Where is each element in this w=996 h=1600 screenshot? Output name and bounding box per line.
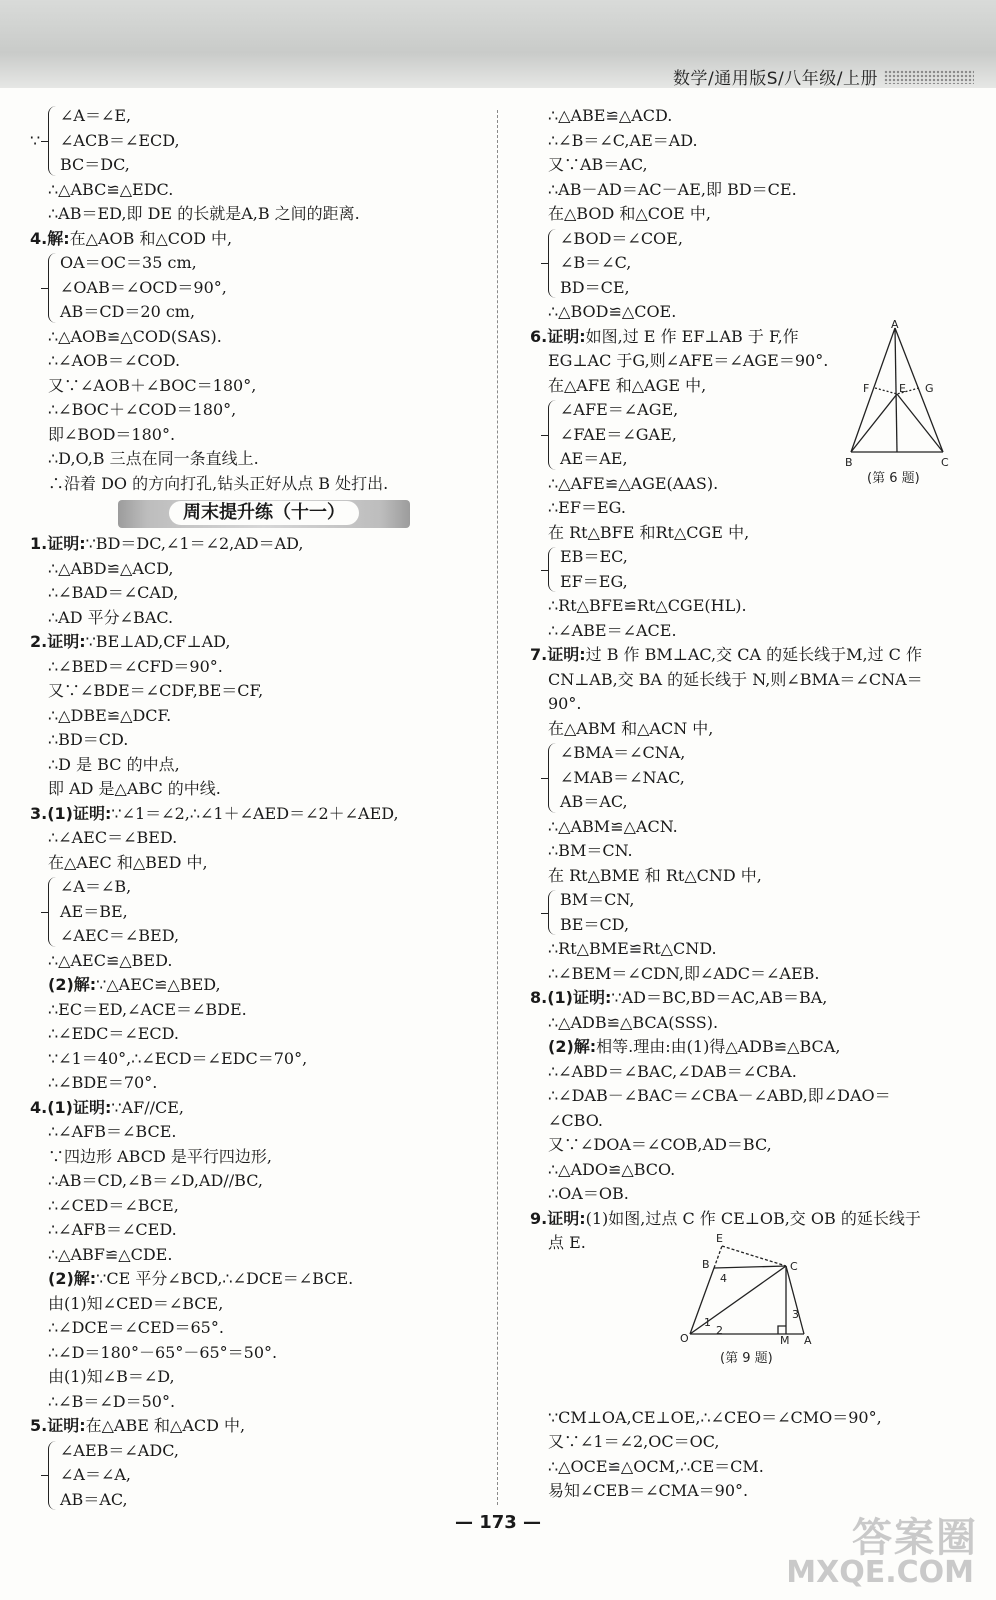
- sub-question: [30, 973, 490, 998]
- brace-condition-group: [30, 104, 490, 178]
- brace-condition: OA＝OC＝35 cm,: [60, 253, 197, 272]
- text-line: ∴△DBE≌△DCF.: [48, 705, 172, 725]
- text-line: ∴△ABF≌△CDE.: [48, 1244, 173, 1264]
- fig9-caption: (第 9 题): [720, 1351, 773, 1366]
- text-line: ∴OA＝OB.: [548, 1184, 629, 1203]
- solution-label: 证明:: [47, 534, 86, 553]
- fig9-label-b: B: [702, 1258, 710, 1271]
- text-line: 在 Rt△BFE 和Rt△CGE 中,: [548, 522, 750, 542]
- brace-condition: ∠AEB＝∠ADC,: [60, 1440, 179, 1460]
- text-line: ∴AD 平分∠BAC.: [48, 607, 174, 627]
- column-divider: [497, 110, 498, 1505]
- text-line: ∴△AFE≌△AGE(AAS).: [548, 473, 719, 493]
- section-title: 周末提升练（十一）: [169, 501, 359, 525]
- problem-heading: [30, 630, 490, 655]
- text-line: ∴△ABM≌△ACN.: [548, 816, 678, 836]
- text-line: EG⊥AC 于G,则∠AFE＝∠AGE＝90°.: [548, 351, 829, 370]
- page-number: — 173 —: [454, 1512, 542, 1533]
- text-line: ∴∠AEC＝∠BED.: [48, 828, 178, 847]
- fig6-segment-ef: [875, 388, 897, 394]
- brace-condition: ∠AEC＝∠BED,: [60, 926, 180, 945]
- fig6-segment-ce: [897, 394, 943, 452]
- problem-heading: [530, 643, 980, 668]
- text-line: ∴△AOB≌△COD(SAS).: [48, 326, 222, 346]
- fig9-label-m: M: [780, 1334, 790, 1347]
- problem-text: 如图,过 E 作 EF⊥AB 于 F,作: [585, 326, 799, 346]
- solution-label: 证明:: [547, 326, 586, 346]
- problem-heading: [30, 227, 490, 252]
- text-line: ∴∠ABE＝∠ACE.: [548, 620, 677, 640]
- text-line: ∴△ADO≌△BCO.: [548, 1159, 676, 1179]
- fig9-label-1: 1: [704, 1316, 711, 1329]
- text-line: ∴∠BEM＝∠CDN,即∠ADC＝∠AEB.: [548, 963, 820, 983]
- text-line: ∴∠BDE＝70°.: [48, 1073, 158, 1092]
- problem-heading: [530, 986, 980, 1011]
- solution-label: (1)证明:: [547, 988, 612, 1007]
- watermark-logo: 答案圈: [852, 1515, 978, 1561]
- text-line: 在△BOD 和△COE 中,: [548, 204, 711, 223]
- brace-condition: AB＝AC,: [60, 1489, 128, 1509]
- solution-label: 解:: [47, 228, 70, 248]
- solution-label: 证明:: [47, 632, 86, 651]
- fig6-label-b: B: [845, 456, 853, 469]
- text-line: ∴AB＝ED,即 DE 的长就是A,B 之间的距离.: [48, 204, 360, 223]
- text-line: ∵四边形 ABCD 是平行四边形,: [48, 1146, 272, 1166]
- fig6-segment-be: [851, 394, 897, 452]
- text-line: ∴BM＝CN.: [548, 841, 633, 860]
- problem-number: 7.: [530, 645, 548, 664]
- text-line: CN⊥AB,交 BA 的延长线于 N,则∠BMA＝∠CNA＝: [548, 669, 923, 689]
- problem-text: ∵BE⊥AD,CF⊥AD,: [85, 632, 231, 651]
- fig6-median: [895, 328, 897, 452]
- problem-text: 在△AOB 和△COD 中,: [69, 228, 233, 248]
- problem-number: 4.: [30, 1097, 48, 1117]
- text-line: ∴∠BED＝∠CFD＝90°.: [48, 656, 223, 676]
- text-line: 在 Rt△BME 和 Rt△CND 中,: [548, 865, 762, 885]
- text-line: ∴BD＝CD.: [48, 730, 129, 749]
- text-line: ∴D,O,B 三点在同一条直线上.: [48, 449, 259, 468]
- curly-brace: [48, 1441, 59, 1511]
- problem-number: 6.: [530, 326, 548, 346]
- text-line: ∴△ABD≌△ACD,: [48, 558, 174, 578]
- fig9-segment-bc: [714, 1266, 786, 1268]
- text-line: 由(1)知∠CED＝∠BCE,: [48, 1293, 224, 1313]
- text-line: ∴∠DCE＝∠CED＝65°.: [48, 1318, 224, 1337]
- fig6-caption: (第 6 题): [867, 471, 920, 486]
- text-line: ∴∠ABD＝∠BAC,∠DAB＝∠CBA.: [548, 1061, 797, 1081]
- problem-heading: [30, 1096, 490, 1121]
- fig6-label-g: G: [925, 382, 934, 395]
- curly-brace: [548, 890, 559, 935]
- text-line: ∴∠B＝∠D＝50°.: [48, 1391, 176, 1411]
- brace-condition-group: [530, 227, 980, 301]
- brace-condition-group: [530, 741, 980, 815]
- solution-label: (2)解:: [48, 975, 97, 994]
- brace-condition: ∠A＝∠B,: [60, 877, 132, 896]
- brace-condition: EF＝EG,: [560, 571, 628, 591]
- text-line: 即∠BOD＝180°.: [48, 424, 176, 444]
- fig9-label-c: C: [790, 1260, 798, 1273]
- fig9-label-2: 2: [716, 1324, 723, 1337]
- brace-condition: AB＝AC,: [560, 792, 628, 811]
- brace-condition-group: [30, 251, 490, 325]
- problem-number: 5.: [30, 1416, 48, 1435]
- text-line: ∴∠B＝∠C,AE＝AD.: [548, 130, 698, 150]
- header-dot-pattern: [884, 70, 974, 84]
- problem-heading: [30, 532, 490, 557]
- fig6-side-ab: [851, 328, 895, 452]
- problem-text: 在△ABE 和△ACD 中,: [85, 1416, 246, 1435]
- brace-condition: EB＝EC,: [560, 547, 628, 566]
- text-line: ∴EC＝ED,∠ACE＝∠BDE.: [48, 999, 247, 1019]
- brace-condition: ∠AFE＝∠AGE,: [560, 400, 679, 419]
- text-line: ∴△OCE≌△OCM,∴CE＝CM.: [548, 1456, 764, 1476]
- curly-brace: [548, 547, 559, 592]
- solution-label: (2)解:: [48, 1269, 97, 1288]
- sub-question-text: ∵△AEC≌△BED,: [96, 975, 221, 994]
- solution-label: 证明:: [547, 645, 586, 664]
- text-line: ∴∠DAB－∠BAC＝∠CBA－∠ABD,即∠DAO＝: [548, 1086, 891, 1105]
- fig9-label-a: A: [804, 1334, 812, 1347]
- fig9-label-e: E: [716, 1232, 723, 1245]
- fig9-right-angle-m: [778, 1326, 786, 1334]
- brace-condition-group: [530, 888, 980, 937]
- problem-text: 过 B 作 BM⊥AC,交 CA 的延长线于M,过 C 作: [585, 645, 922, 664]
- problem-number: 3.: [30, 803, 48, 823]
- solution-label: (1)证明:: [47, 1097, 112, 1117]
- sub-question: [30, 1267, 490, 1292]
- section-title-bar: [118, 500, 410, 528]
- solution-label: 证明:: [47, 1416, 86, 1435]
- fig9-segment-ca: [786, 1266, 804, 1334]
- text-line: ∵CM⊥OA,CE⊥OE,∴∠CEO＝∠CMO＝90°,: [548, 1407, 882, 1427]
- brace-condition: BD＝CE,: [560, 277, 630, 297]
- solution-label: 证明:: [547, 1208, 586, 1228]
- brace-condition: ∠BOD＝∠COE,: [560, 228, 683, 248]
- problem-text: (1)如图,过点 C 作 CE⊥OB,交 OB 的延长线于: [585, 1208, 921, 1228]
- text-line: ∠CBO.: [548, 1110, 603, 1130]
- fig6-label-a: A: [891, 320, 899, 331]
- brace-condition: ∠A＝∠E,: [60, 106, 132, 125]
- brace-condition-group: [30, 1439, 490, 1513]
- brace-condition: ∠BMA＝∠CNA,: [560, 743, 686, 762]
- brace-condition: AE＝BE,: [60, 901, 128, 921]
- fig9-label-o: O: [680, 1332, 689, 1345]
- brace-condition: ∠A＝∠A,: [60, 1465, 132, 1484]
- text-line: 90°.: [548, 694, 582, 713]
- figure-6-diagram: [845, 320, 965, 488]
- curly-brace: [48, 877, 59, 947]
- text-line: 又∵AB＝AC,: [548, 155, 648, 174]
- sub-question: [530, 1035, 980, 1060]
- text-line: ∴∠AFB＝∠CED.: [48, 1220, 177, 1239]
- sub-question-text: 相等.理由:由(1)得△ADB≌△BCA,: [596, 1037, 841, 1056]
- brace-condition: ∠OAB＝∠OCD＝90°,: [60, 277, 227, 297]
- text-line: ∴△AEC≌△BED.: [48, 950, 173, 970]
- text-line: ∴∠AOB＝∠COD.: [48, 351, 181, 370]
- text-line: ∴△ABC≌△EDC.: [48, 179, 174, 199]
- problem-number: 2.: [30, 632, 48, 651]
- brace-condition: BC＝DC,: [60, 155, 130, 174]
- curly-brace: [548, 743, 559, 813]
- left-column: [30, 104, 490, 1512]
- problem-number: 9.: [530, 1208, 548, 1228]
- fig9-segment-ec: [722, 1246, 786, 1266]
- brace-condition: ∠B＝∠C,: [560, 253, 632, 272]
- text-line: 即 AD 是△ABC 的中线.: [48, 779, 221, 798]
- text-line: ∵∠1＝40°,∴∠ECD＝∠EDC＝70°,: [48, 1048, 308, 1068]
- problem-heading: [30, 802, 490, 827]
- fig6-label-f: F: [863, 382, 870, 395]
- fig9-label-4: 4: [720, 1272, 727, 1285]
- sub-question-text: ∵CE 平分∠BCD,∴∠DCE＝∠BCE.: [96, 1269, 354, 1288]
- brace-condition-group: [30, 875, 490, 949]
- curly-brace: [548, 400, 559, 470]
- brace-condition: AE＝AE,: [560, 449, 628, 468]
- text-line: 又∵∠AOB＋∠BOC＝180°,: [48, 375, 257, 395]
- text-line: ∴Rt△BME≌Rt△CND.: [548, 939, 717, 958]
- fig6-label-c: C: [941, 456, 949, 469]
- problem-number: 8.: [530, 988, 548, 1007]
- text-line: ∴∠BOC＋∠COD＝180°,: [48, 400, 237, 419]
- solution-label: (2)解:: [548, 1037, 597, 1056]
- text-line: 又∵∠1＝∠2,OC＝OC,: [548, 1432, 720, 1451]
- text-line: 在△AFE 和△AGE 中,: [548, 375, 707, 395]
- text-line: ∴∠AFB＝∠BCE.: [48, 1122, 177, 1141]
- problem-text: ∵AD＝BC,BD＝AC,AB＝BA,: [611, 988, 828, 1007]
- watermark-site: MXQE.COM: [786, 1555, 974, 1590]
- problem-text: ∵∠1＝∠2,∴∠1＋∠AED＝∠2＋∠AED,: [111, 803, 399, 823]
- brace-condition: BE＝CD,: [560, 914, 630, 934]
- curly-brace: [48, 106, 59, 176]
- brace-condition: ∠MAB＝∠NAC,: [560, 767, 685, 787]
- solution-label: (1)证明:: [47, 803, 112, 823]
- text-line: 点 E.: [548, 1233, 586, 1252]
- text-line: ∴∠EDC＝∠ECD.: [48, 1024, 180, 1043]
- text-line: 又∵∠DOA＝∠COB,AD＝BC,: [548, 1135, 772, 1154]
- header-title: 数学/通用版S/八年级/上册: [673, 69, 878, 89]
- text-line: ∴∠CED＝∠BCE,: [48, 1195, 179, 1215]
- text-line: ∴Rt△BFE≌Rt△CGE(HL).: [548, 596, 747, 615]
- problem-text: ∵AF//CE,: [111, 1097, 185, 1117]
- fig6-label-e: E: [899, 382, 906, 395]
- brace-condition: ∠FAE＝∠GAE,: [560, 424, 677, 444]
- brace-condition: ∠ACB＝∠ECD,: [60, 130, 180, 150]
- text-line: ∴AB－AD＝AC－AE,即 BD＝CE.: [548, 179, 797, 199]
- text-line: ∴D 是 BC 的中点,: [48, 754, 180, 774]
- text-line: ∴△BOD≌△COE.: [548, 302, 677, 321]
- text-line: ∴∠D＝180°－65°－65°＝50°.: [48, 1342, 278, 1362]
- figure-9-diagram: [676, 1222, 836, 1370]
- header-band: [0, 0, 996, 88]
- text-line: ∴△ABE≌△ACD.: [548, 106, 673, 125]
- watermark: [786, 1506, 978, 1592]
- problem-number: 1.: [30, 534, 48, 553]
- brace-condition-group: [530, 545, 980, 594]
- problem-number: 4.: [30, 228, 48, 248]
- fig9-extension-be: [714, 1246, 722, 1268]
- text-line: 在△AEC 和△BED 中,: [48, 852, 208, 872]
- fig9-label-3: 3: [792, 1308, 799, 1321]
- text-line: ∴∠BAD＝∠CAD,: [48, 583, 179, 602]
- curly-brace: [48, 253, 59, 323]
- problem-heading: [30, 1414, 490, 1439]
- problem-text: ∵BD＝DC,∠1＝∠2,AD＝AD,: [85, 534, 304, 553]
- text-line: 由(1)知∠B＝∠D,: [48, 1367, 175, 1386]
- text-line: 在△ABM 和△ACN 中,: [548, 718, 714, 738]
- brace-condition: BM＝CN,: [560, 890, 635, 909]
- text-line: 易知∠CEB＝∠CMA＝90°.: [548, 1481, 749, 1500]
- because-symbol: ∵: [30, 130, 41, 150]
- text-line: ∴沿着 DO 的方向打孔,钻头正好从点 B 处打出.: [48, 473, 389, 493]
- curly-brace: [548, 229, 559, 299]
- text-line: 又∵∠BDE＝∠CDF,BE＝CF,: [48, 681, 264, 700]
- text-line: ∴△ADB≌△BCA(SSS).: [548, 1012, 719, 1032]
- brace-condition: AB＝CD＝20 cm,: [60, 302, 196, 321]
- text-line: ∴EF＝EG.: [548, 498, 626, 517]
- text-line: ∴AB＝CD,∠B＝∠D,AD//BC,: [48, 1171, 263, 1190]
